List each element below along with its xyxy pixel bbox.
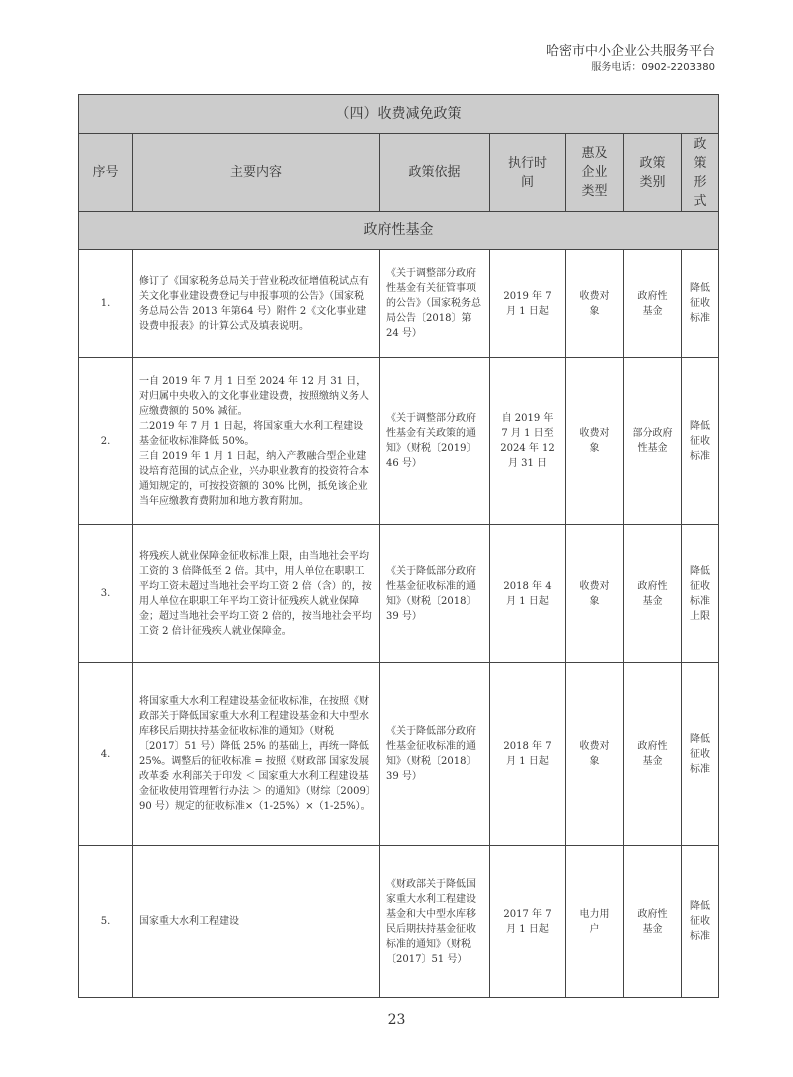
row-basis: 《关于降低部分政府性基金征收标准的通知》（财税〔2018〕39 号） <box>380 525 490 663</box>
table-row <box>79 250 719 358</box>
row-time: 2018 年 4 月 1 日起 <box>490 525 566 663</box>
row-form: 降低征收标准 <box>682 846 719 998</box>
row-basis: 《关于调整部分政府性基金有关征管事项的公告》（国家税务总局公告〔2018〕第 24 号） <box>380 250 490 358</box>
row-time: 2019 年 7 月 1 日起 <box>490 250 566 358</box>
row-form: 降低征收标准 <box>682 358 719 525</box>
row-category: 政府性基金 <box>624 250 682 358</box>
table-row <box>79 663 719 846</box>
table-row <box>79 846 719 998</box>
row-content: 将国家重大水利工程建设基金征收标准，在按照《财政部关于降低国家重大水利工程建设基金和大中型水库移民后期扶持基金征收标准的通知》（财税〔2017〕51 号）降低 25% 的基础上，再统一降低 25%。调整后的征收标准 = 按照《财政部 国家发展改革委 水利部关于印发 ＜ 国家重大水利工程建设基金征收使用管理暂行办法 ＞ 的通知》（财综〔2009〕90 号）规定的征收标准×（1-25%）×（1-25%）。 <box>133 663 380 846</box>
row-form: 降低征收标准上限 <box>682 525 719 663</box>
table-row <box>79 525 719 663</box>
row-no: 5. <box>79 846 133 998</box>
group-title: 政府性基金 <box>79 212 719 250</box>
row-target: 收费对象 <box>566 663 624 846</box>
table-row <box>79 358 719 525</box>
service-phone: 服务电话：0902-2203380 <box>591 62 715 73</box>
col-header-time: 执行时间 <box>490 134 566 212</box>
section-title: （四）收费减免政策 <box>79 95 719 134</box>
row-content: 国家重大水利工程建设 <box>133 846 380 998</box>
col-header-target: 惠及企业类型 <box>566 134 624 212</box>
row-basis: 《财政部关于降低国家重大水利工程建设基金和大中型水库移民后期扶持基金征收标准的通知》（财税〔2017〕51 号） <box>380 846 490 998</box>
row-target: 收费对象 <box>566 250 624 358</box>
row-no: 3. <box>79 525 133 663</box>
row-form: 降低征收标准 <box>682 663 719 846</box>
row-category: 政府性基金 <box>624 846 682 998</box>
col-header-no: 序号 <box>79 134 133 212</box>
row-target: 电力用户 <box>566 846 624 998</box>
row-no: 2. <box>79 358 133 525</box>
policy-table <box>78 94 719 998</box>
col-header-content: 主要内容 <box>133 134 380 212</box>
row-content: 一自 2019 年 7 月 1 日至 2024 年 12 月 31 日，对归属中央收入的文化事业建设费，按照缴纳义务人应缴费额的 50% 减征。 二2019 年 7 月 1 日起，将国家重大水利工程建设基金征收标准降低 50%。 三自 2019 年 1 月 1 日起，纳入产教融合型企业建设培育范围的试点企业，兴办职业教育的投资符合本通知规定的，可按投资额的 30% 比例，抵免该企业当年应缴教育费附加和地方教育附加。 <box>133 358 380 525</box>
row-time: 2018 年 7 月 1 日起 <box>490 663 566 846</box>
row-time: 自 2019 年 7 月 1 日至 2024 年 12 月 31 日 <box>490 358 566 525</box>
row-no: 1. <box>79 250 133 358</box>
col-header-form: 政策形式 <box>682 134 719 212</box>
org-name: 哈密市中小企业公共服务平台 <box>545 44 715 59</box>
row-target: 收费对象 <box>566 525 624 663</box>
row-category: 政府性基金 <box>624 525 682 663</box>
row-content: 将残疾人就业保障金征收标准上限，由当地社会平均工资的 3 倍降低至 2 倍。其中，用人单位在职职工平均工资未超过当地社会平均工资 2 倍（含）的，按用人单位在职职工年平均工资计征残疾人就业保障金；超过当地社会平均工资 2 倍的，按当地社会平均工资 2 倍计征残疾人就业保障金。 <box>133 525 380 663</box>
row-content: 修订了《国家税务总局关于营业税改征增值税试点有关文化事业建设费登记与申报事项的公告》（国家税务总局公告 2013 年第64 号）附件 2《文化事业建设费申报表》的计算公式及填表说明。 <box>133 250 380 358</box>
row-basis: 《关于调整部分政府性基金有关政策的通知》（财税〔2019〕46 号） <box>380 358 490 525</box>
row-category: 政府性基金 <box>624 663 682 846</box>
row-basis: 《关于降低部分政府性基金征收标准的通知》（财税〔2018〕39 号） <box>380 663 490 846</box>
col-header-basis: 政策依据 <box>380 134 490 212</box>
column-header-row <box>79 134 719 212</box>
row-target: 收费对象 <box>566 358 624 525</box>
row-time: 2017 年 7 月 1 日起 <box>490 846 566 998</box>
page-number: 23 <box>387 1012 406 1028</box>
row-form: 降低征收标准 <box>682 250 719 358</box>
row-category: 部分政府性基金 <box>624 358 682 525</box>
row-no: 4. <box>79 663 133 846</box>
col-header-category: 政策类别 <box>624 134 682 212</box>
